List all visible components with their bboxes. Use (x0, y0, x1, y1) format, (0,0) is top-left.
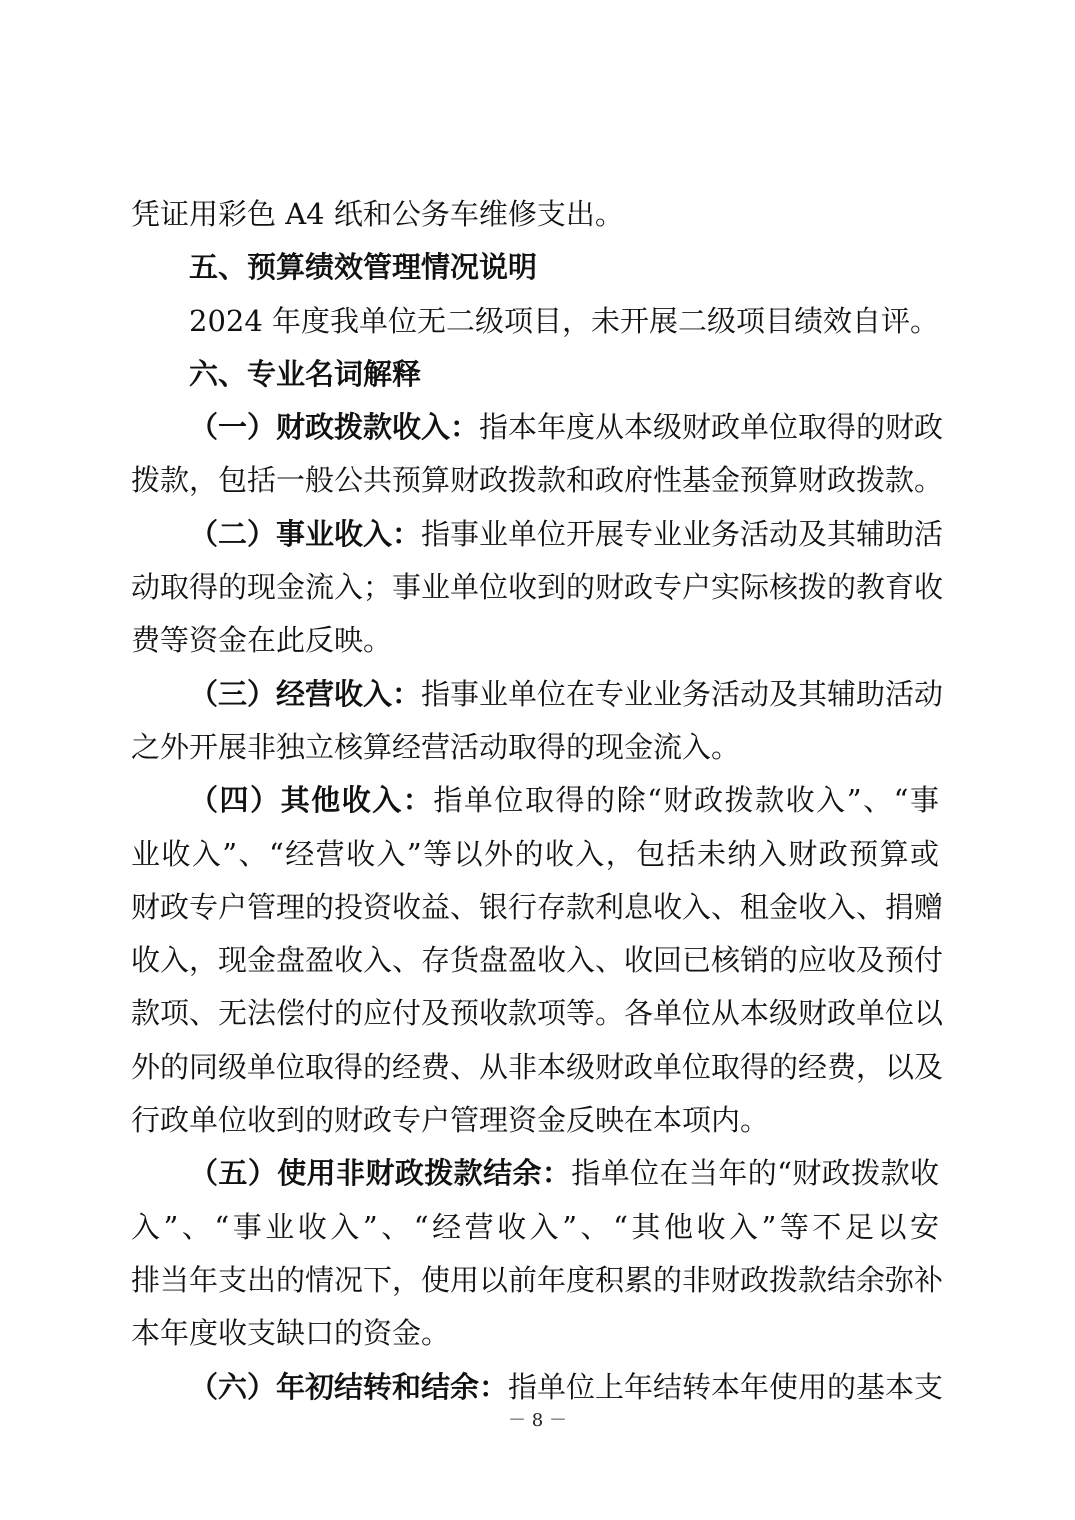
page-number: － 8 － (508, 1410, 567, 1431)
paragraph-line: 行政单位收到的财政专户管理资金反映在本项内。 (131, 1103, 770, 1138)
term-title: （三）经营收入： (189, 676, 422, 711)
term-title: （五）使用非财政拨款结余： (189, 1156, 572, 1191)
paragraph-line: 收入，现金盘盈收入、存货盘盈收入、收回已核销的应收及预付 (131, 943, 944, 978)
paragraph-line (189, 668, 944, 721)
paragraph-line (189, 508, 944, 561)
paragraph-line: 排当年支出的情况下，使用以前年度积累的非财政拨款结余弥补 (131, 1262, 944, 1297)
term-text: 指事业单位在专业业务活动及其辅助活动 (421, 676, 944, 711)
paragraph-line: 款项、无法偿付的应付及预收款项等。各单位从本级财政单位以 (131, 996, 944, 1031)
section-heading-5: 五、预算绩效管理情况说明 (189, 250, 538, 285)
paragraph-line: 财政专户管理的投资收益、银行存款利息收入、租金收入、捐赠 (131, 889, 944, 924)
paragraph-line: 拨款，包括一般公共预算财政拨款和政府性基金预算财政拨款。 (131, 463, 944, 498)
paragraph-line: 2024 年度我单位无二级项目，未开展二级项目绩效自评。 (189, 303, 940, 338)
paragraph-line (189, 1147, 939, 1200)
section-heading-6: 六、专业名词解释 (189, 356, 422, 391)
term-text: 指本年度从本级财政单位取得的财政 (479, 410, 944, 445)
term-title: （一）财政拨款收入： (189, 410, 480, 445)
paragraph-line: 业收入”、“经营收入”等以外的收入，包括未纳入财政预算或 (131, 836, 939, 871)
term-text: 指事业单位开展专业业务活动及其辅助活 (421, 516, 944, 551)
paragraph-line: 凭证用彩色 A4 纸和公务车维修支出。 (131, 197, 624, 231)
term-title: （六）年初结转和结余： (189, 1369, 509, 1404)
term-text: 指单位在当年的“财政拨款收 (571, 1156, 939, 1191)
paragraph-line (189, 401, 944, 454)
term-text: 指单位上年结转本年使用的基本支 (508, 1369, 944, 1404)
paragraph-line: 外的同级单位取得的经费、从非本级财政单位取得的经费，以及 (131, 1049, 944, 1084)
document-body (131, 188, 944, 1414)
paragraph-line: 入”、“事业收入”、“经营收入”、“其他收入”等不足以安 (131, 1209, 939, 1244)
paragraph-line (189, 774, 939, 827)
term-title: （二）事业收入： (189, 516, 422, 551)
paragraph-line: 费等资金在此反映。 (131, 623, 393, 658)
paragraph-line: 本年度收支缺口的资金。 (131, 1316, 451, 1351)
paragraph-line: 之外开展非独立核算经营活动取得的现金流入。 (131, 729, 741, 764)
paragraph-line: 动取得的现金流入；事业单位收到的财政专户实际核拨的教育收 (131, 570, 944, 605)
term-title: （四）其他收入： (189, 783, 434, 818)
term-text: 指单位取得的除“财政拨款收入”、“事 (433, 783, 939, 818)
